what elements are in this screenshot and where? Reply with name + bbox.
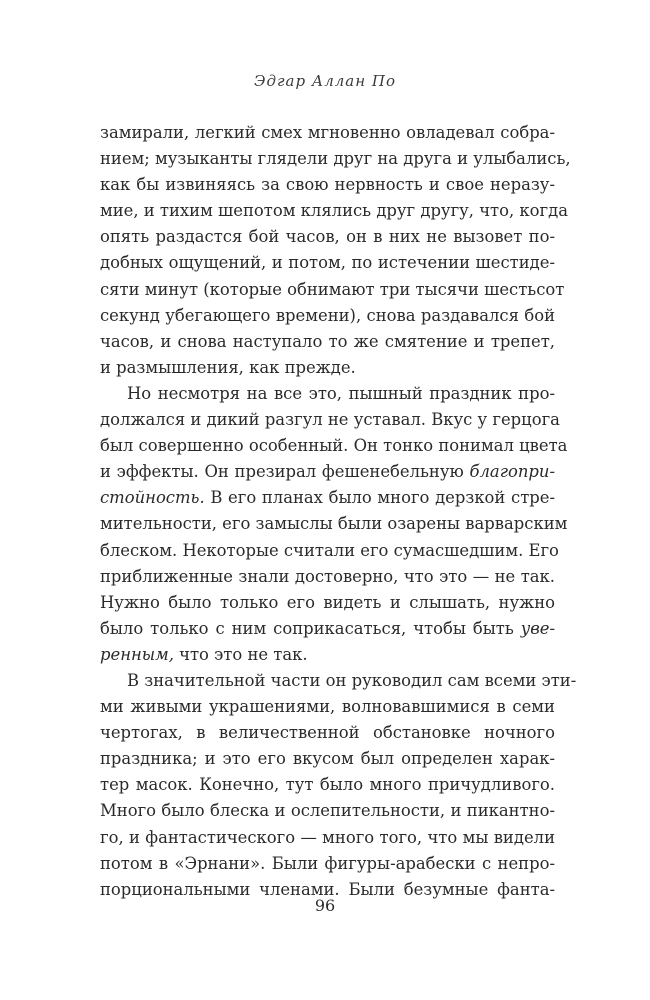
- text-line: сяти минут (которые обнимают три тысячи шестьсот: [100, 279, 565, 299]
- text-line: нием; музыканты глядели друг на друга и улыбались,: [100, 149, 571, 169]
- body-text: [100, 120, 577, 903]
- text-line: Но несмотря на все это, пышный праздник про-: [127, 383, 555, 403]
- text-line: стойность. В его планах было много дерзкой стре-: [100, 488, 555, 508]
- text-line: тер масок. Конечно, тут было много причудливого.: [100, 775, 555, 795]
- text-line: приближенные знали достоверно, что это — не так.: [100, 566, 555, 586]
- text-line: ми живыми украшениями, волновавшимися в семи: [100, 697, 555, 717]
- text-line: блеском. Некоторые считали его сумасшедшим. Его: [100, 540, 559, 560]
- text-line: был совершенно особенный. Он тонко понимал цвета: [100, 436, 568, 456]
- text-line: часов, и снова наступало то же смятение и трепет,: [100, 331, 555, 351]
- text-line: секунд убегающего времени), снова раздавался бой: [100, 305, 555, 325]
- text-line: добных ощущений, и потом, по истечении шестиде-: [100, 253, 555, 273]
- text-line: как бы извиняясь за свою нервность и свое неразу-: [100, 175, 555, 195]
- text-line: Много было блеска и ослепительности, и пикантно-: [100, 801, 555, 821]
- text-line: было только с ним соприкасаться, чтобы быть уве-: [100, 618, 555, 638]
- text-line: опять раздастся бой часов, он в них не вызовет по-: [100, 227, 555, 247]
- running-title: Эдгар Аллан По: [253, 72, 397, 90]
- text-line: мительности, его замыслы были озарены варварским: [100, 514, 568, 534]
- text-line: ренным, что это не так.: [100, 644, 308, 664]
- text-line: Нужно было только его видеть и слышать, нужно: [100, 592, 555, 612]
- text-line: го, и фантастического — много того, что мы видели: [100, 827, 555, 847]
- text-line: должался и дикий разгул не уставал. Вкус у герцога: [100, 410, 560, 430]
- page-number: 96: [314, 896, 336, 915]
- text-line: мие, и тихим шепотом клялись друг другу, что, когда: [100, 201, 568, 221]
- text-line: праздника; и это его вкусом был определен харак-: [100, 749, 555, 769]
- text-line: чертогах, в величественной обстановке ночного: [100, 723, 555, 743]
- text-line: и эффекты. Он презирал фешенебельную благопри-: [100, 462, 555, 482]
- text-line: и размышления, как прежде.: [100, 357, 356, 377]
- text-line: В значительной части он руководил сам всеми эти-: [127, 670, 577, 690]
- text-line: потом в «Эрнани». Были фигуры-арабески с непро-: [100, 853, 555, 873]
- text-line: порциональными членами. Были безумные фанта-: [100, 879, 555, 899]
- text-line: замирали, легкий смех мгновенно овладевал собра-: [100, 123, 555, 142]
